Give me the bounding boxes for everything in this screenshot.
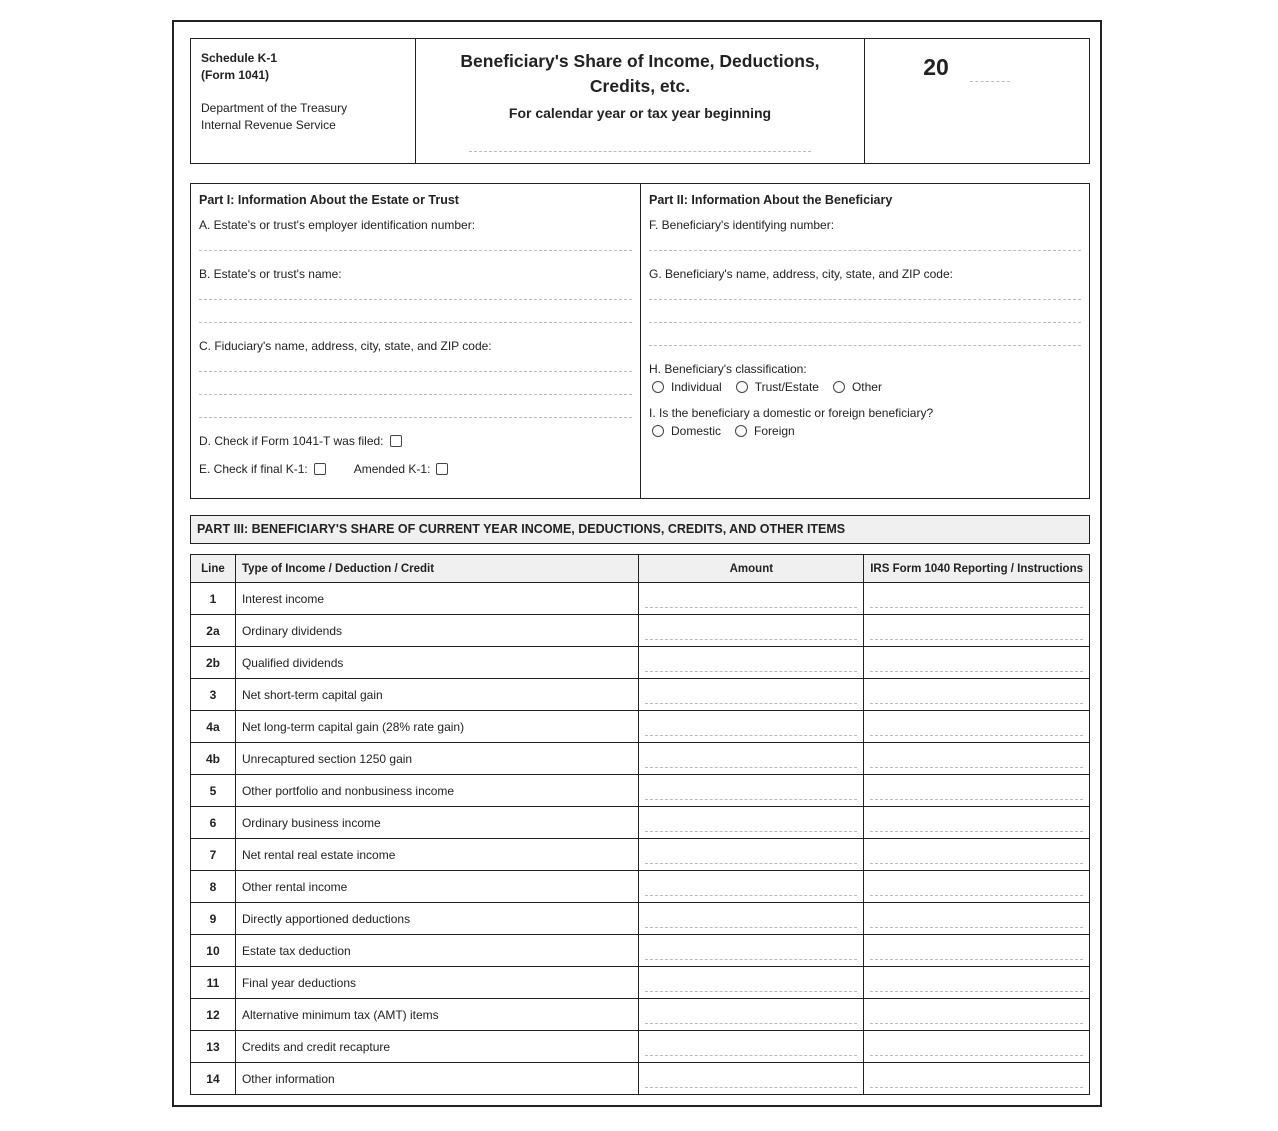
- amount-input[interactable]: [645, 991, 857, 992]
- radio-individual[interactable]: [652, 381, 664, 393]
- tax-year-label: For calendar year or tax year beginning: [508, 105, 772, 121]
- amount-input[interactable]: [645, 895, 857, 896]
- tax-year: 20: [923, 54, 949, 80]
- instructions-cell: [864, 583, 1090, 615]
- line-number: 1: [191, 583, 236, 615]
- option-label: Other: [851, 380, 882, 394]
- amount-cell: [639, 1031, 864, 1063]
- line-number: 2a: [191, 615, 236, 647]
- instructions-cell: [864, 679, 1090, 711]
- line-number: 3: [191, 679, 236, 711]
- form-1041t-checkbox[interactable]: [390, 435, 402, 447]
- instructions-input[interactable]: [870, 895, 1083, 896]
- form-header: [190, 38, 1090, 164]
- amended-k1-checkbox[interactable]: [436, 463, 448, 475]
- radio-foreign[interactable]: [735, 425, 747, 437]
- col-type: Type of Income / Deduction / Credit: [235, 555, 639, 583]
- line-type: Unrecaptured section 1250 gain: [235, 743, 639, 775]
- income-table: [190, 554, 1090, 1095]
- amount-cell: [639, 967, 864, 999]
- amount-input[interactable]: [645, 1087, 857, 1088]
- option-label: Trust/Estate: [754, 380, 819, 394]
- beneficiary-address-input[interactable]: [649, 281, 1081, 300]
- line-number: 12: [191, 999, 236, 1031]
- amount-cell: [639, 903, 864, 935]
- amount-input[interactable]: [645, 639, 857, 640]
- header-left: [191, 39, 416, 163]
- table-row: [191, 743, 1090, 775]
- trust-name-input-line-2[interactable]: [199, 300, 632, 323]
- field-h: [649, 362, 1081, 394]
- field-g-label: G. Beneficiary's name, address, city, state, and ZIP code:: [649, 267, 953, 281]
- option-foreign[interactable]: [735, 424, 795, 438]
- amount-cell: [639, 871, 864, 903]
- beneficiary-address-input-line-2[interactable]: [649, 300, 1081, 323]
- radio-domestic[interactable]: [652, 425, 664, 437]
- table-row: [191, 583, 1090, 615]
- field-f: [649, 218, 1081, 251]
- field-e: [199, 462, 632, 476]
- field-h-label: H. Beneficiary's classification:: [649, 362, 807, 376]
- amount-input[interactable]: [645, 831, 857, 832]
- final-k1-checkbox[interactable]: [314, 463, 326, 475]
- line-type: Ordinary dividends: [235, 615, 639, 647]
- table-row: [191, 647, 1090, 679]
- radio-trust-estate[interactable]: [736, 381, 748, 393]
- part-2: [641, 184, 1089, 498]
- field-b: [199, 267, 632, 323]
- line-type: Other rental income: [235, 871, 639, 903]
- ein-input[interactable]: [199, 232, 632, 251]
- amount-cell: [639, 711, 864, 743]
- amount-cell: [639, 935, 864, 967]
- line-type: Credits and credit recapture: [235, 1031, 639, 1063]
- amount-input[interactable]: [645, 1055, 857, 1056]
- field-i-label: I. Is the beneficiary a domestic or foreign beneficiary?: [649, 406, 934, 420]
- col-line: Line: [191, 555, 236, 583]
- line-type: Other portfolio and nonbusiness income: [235, 775, 639, 807]
- line-type: Other information: [235, 1063, 639, 1095]
- line-type: Final year deductions: [235, 967, 639, 999]
- table-body: [191, 583, 1090, 1095]
- option-label: Domestic: [671, 424, 722, 438]
- header-center: [416, 39, 865, 163]
- instructions-cell: [864, 967, 1090, 999]
- amount-cell: [639, 743, 864, 775]
- domestic-foreign-options: [652, 424, 1081, 438]
- option-label: Foreign: [754, 424, 795, 438]
- field-a-label: A. Estate's or trust's employer identification number:: [199, 218, 476, 232]
- table-row: [191, 871, 1090, 903]
- instructions-cell: [864, 711, 1090, 743]
- instructions-cell: [864, 1031, 1090, 1063]
- classification-trust-estate[interactable]: [736, 380, 819, 394]
- amount-cell: [639, 1063, 864, 1095]
- instructions-cell: [864, 743, 1090, 775]
- line-number: 13: [191, 1031, 236, 1063]
- irs-name: Internal Revenue Service: [201, 118, 336, 132]
- instructions-cell: [864, 807, 1090, 839]
- form-number: (Form 1041): [201, 68, 270, 82]
- instructions-input[interactable]: [870, 831, 1083, 832]
- line-number: 8: [191, 871, 236, 903]
- amount-cell: [639, 615, 864, 647]
- instructions-input[interactable]: [870, 863, 1083, 864]
- instructions-input[interactable]: [870, 607, 1083, 608]
- instructions-cell: [864, 615, 1090, 647]
- radio-other[interactable]: [833, 381, 845, 393]
- table-row: [191, 967, 1090, 999]
- field-g: [649, 267, 1081, 346]
- instructions-input[interactable]: [870, 703, 1083, 704]
- table-row: [191, 711, 1090, 743]
- table-row: [191, 999, 1090, 1031]
- fiduciary-input-line-2[interactable]: [199, 372, 632, 395]
- line-number: 14: [191, 1063, 236, 1095]
- tax-year-field[interactable]: [469, 151, 811, 152]
- amount-input[interactable]: [645, 607, 857, 608]
- form-page: [172, 20, 1102, 1107]
- classification-options: [652, 380, 1081, 394]
- table-row: [191, 1031, 1090, 1063]
- line-type: Estate tax deduction: [235, 935, 639, 967]
- table-row: [191, 679, 1090, 711]
- col-instructions: IRS Form 1040 Reporting / Instructions: [864, 555, 1090, 583]
- field-f-label: F. Beneficiary's identifying number:: [649, 218, 835, 232]
- instructions-cell: [864, 871, 1090, 903]
- amount-input[interactable]: [645, 671, 857, 672]
- amount-input[interactable]: [645, 703, 857, 704]
- amount-cell: [639, 583, 864, 615]
- line-number: 5: [191, 775, 236, 807]
- instructions-input[interactable]: [870, 1023, 1083, 1024]
- part-3-title: PART III: BENEFICIARY'S SHARE OF CURRENT YEAR INCOME, DEDUCTIONS, CREDITS, AND OTHER ITEMS: [190, 515, 1090, 544]
- amount-input[interactable]: [645, 1023, 857, 1024]
- tax-year-suffix-field[interactable]: [970, 81, 1010, 82]
- amount-input[interactable]: [645, 767, 857, 768]
- line-number: 11: [191, 967, 236, 999]
- line-number: 10: [191, 935, 236, 967]
- field-d: [199, 434, 632, 448]
- instructions-cell: [864, 775, 1090, 807]
- line-type: Net long-term capital gain (28% rate gain): [235, 711, 639, 743]
- instructions-cell: [864, 647, 1090, 679]
- instructions-input[interactable]: [870, 927, 1083, 928]
- parts-section: [190, 183, 1090, 499]
- option-label: Individual: [671, 380, 722, 394]
- line-number: 4a: [191, 711, 236, 743]
- instructions-cell: [864, 839, 1090, 871]
- amount-input[interactable]: [645, 959, 857, 960]
- line-type: Alternative minimum tax (AMT) items: [235, 999, 639, 1031]
- table-row: [191, 839, 1090, 871]
- line-type: Ordinary business income: [235, 807, 639, 839]
- line-number: 6: [191, 807, 236, 839]
- amount-input[interactable]: [645, 863, 857, 864]
- table-row: [191, 935, 1090, 967]
- instructions-input[interactable]: [870, 799, 1083, 800]
- amended-label: Amended K-1:: [353, 462, 431, 476]
- fiduciary-input-line-3[interactable]: [199, 395, 632, 418]
- table-row: [191, 903, 1090, 935]
- amount-cell: [639, 775, 864, 807]
- line-number: 2b: [191, 647, 236, 679]
- department-name: Department of the Treasury: [201, 101, 348, 115]
- amount-cell: [639, 807, 864, 839]
- table-row: [191, 807, 1090, 839]
- field-d-label: D. Check if Form 1041-T was filed:: [199, 434, 384, 448]
- option-domestic[interactable]: [652, 424, 721, 438]
- instructions-input[interactable]: [870, 735, 1083, 736]
- table-header-row: [191, 555, 1090, 583]
- line-number: 7: [191, 839, 236, 871]
- part-1-title: Part I: Information About the Estate or Trust: [199, 193, 459, 207]
- amount-cell: [639, 999, 864, 1031]
- col-amount: Amount: [639, 555, 864, 583]
- trust-name-input[interactable]: [199, 281, 632, 300]
- amount-cell: [639, 679, 864, 711]
- amount-cell: [639, 839, 864, 871]
- line-number: 4b: [191, 743, 236, 775]
- amount-input[interactable]: [645, 927, 857, 928]
- part-1: [191, 184, 641, 498]
- line-type: Net short-term capital gain: [235, 679, 639, 711]
- field-a: [199, 218, 632, 251]
- table-row: [191, 1063, 1090, 1095]
- instructions-input[interactable]: [870, 767, 1083, 768]
- field-i: [649, 406, 1081, 438]
- amount-input[interactable]: [645, 735, 857, 736]
- field-b-label: B. Estate's or trust's name:: [199, 267, 342, 281]
- instructions-input[interactable]: [870, 991, 1083, 992]
- instructions-input[interactable]: [870, 959, 1083, 960]
- beneficiary-id-input[interactable]: [649, 232, 1081, 251]
- line-number: 9: [191, 903, 236, 935]
- line-type: Directly apportioned deductions: [235, 903, 639, 935]
- schedule-name: Schedule K-1: [201, 51, 278, 65]
- instructions-cell: [864, 1063, 1090, 1095]
- line-type: Qualified dividends: [235, 647, 639, 679]
- instructions-input[interactable]: [870, 1055, 1083, 1056]
- amount-input[interactable]: [645, 799, 857, 800]
- form-title: Beneficiary's Share of Income, Deductions, Credits, etc.: [460, 51, 820, 96]
- instructions-input[interactable]: [870, 671, 1083, 672]
- part-2-title: Part II: Information About the Beneficiary: [649, 193, 893, 207]
- instructions-input[interactable]: [870, 639, 1083, 640]
- instructions-cell: [864, 999, 1090, 1031]
- line-type: Net rental real estate income: [235, 839, 639, 871]
- instructions-cell: [864, 935, 1090, 967]
- amount-cell: [639, 647, 864, 679]
- classification-individual[interactable]: [652, 380, 722, 394]
- instructions-input[interactable]: [870, 1087, 1083, 1088]
- field-c: [199, 339, 632, 418]
- header-right: [865, 39, 1089, 163]
- field-e-label: E. Check if final K-1:: [199, 462, 308, 476]
- classification-other[interactable]: [833, 380, 882, 394]
- department-label: [201, 100, 405, 134]
- beneficiary-address-input-line-3[interactable]: [649, 323, 1081, 346]
- table-row: [191, 775, 1090, 807]
- field-c-label: C. Fiduciary's name, address, city, state, and ZIP code:: [199, 339, 492, 353]
- fiduciary-input[interactable]: [199, 353, 632, 372]
- instructions-cell: [864, 903, 1090, 935]
- table-row: [191, 615, 1090, 647]
- line-type: Interest income: [235, 583, 639, 615]
